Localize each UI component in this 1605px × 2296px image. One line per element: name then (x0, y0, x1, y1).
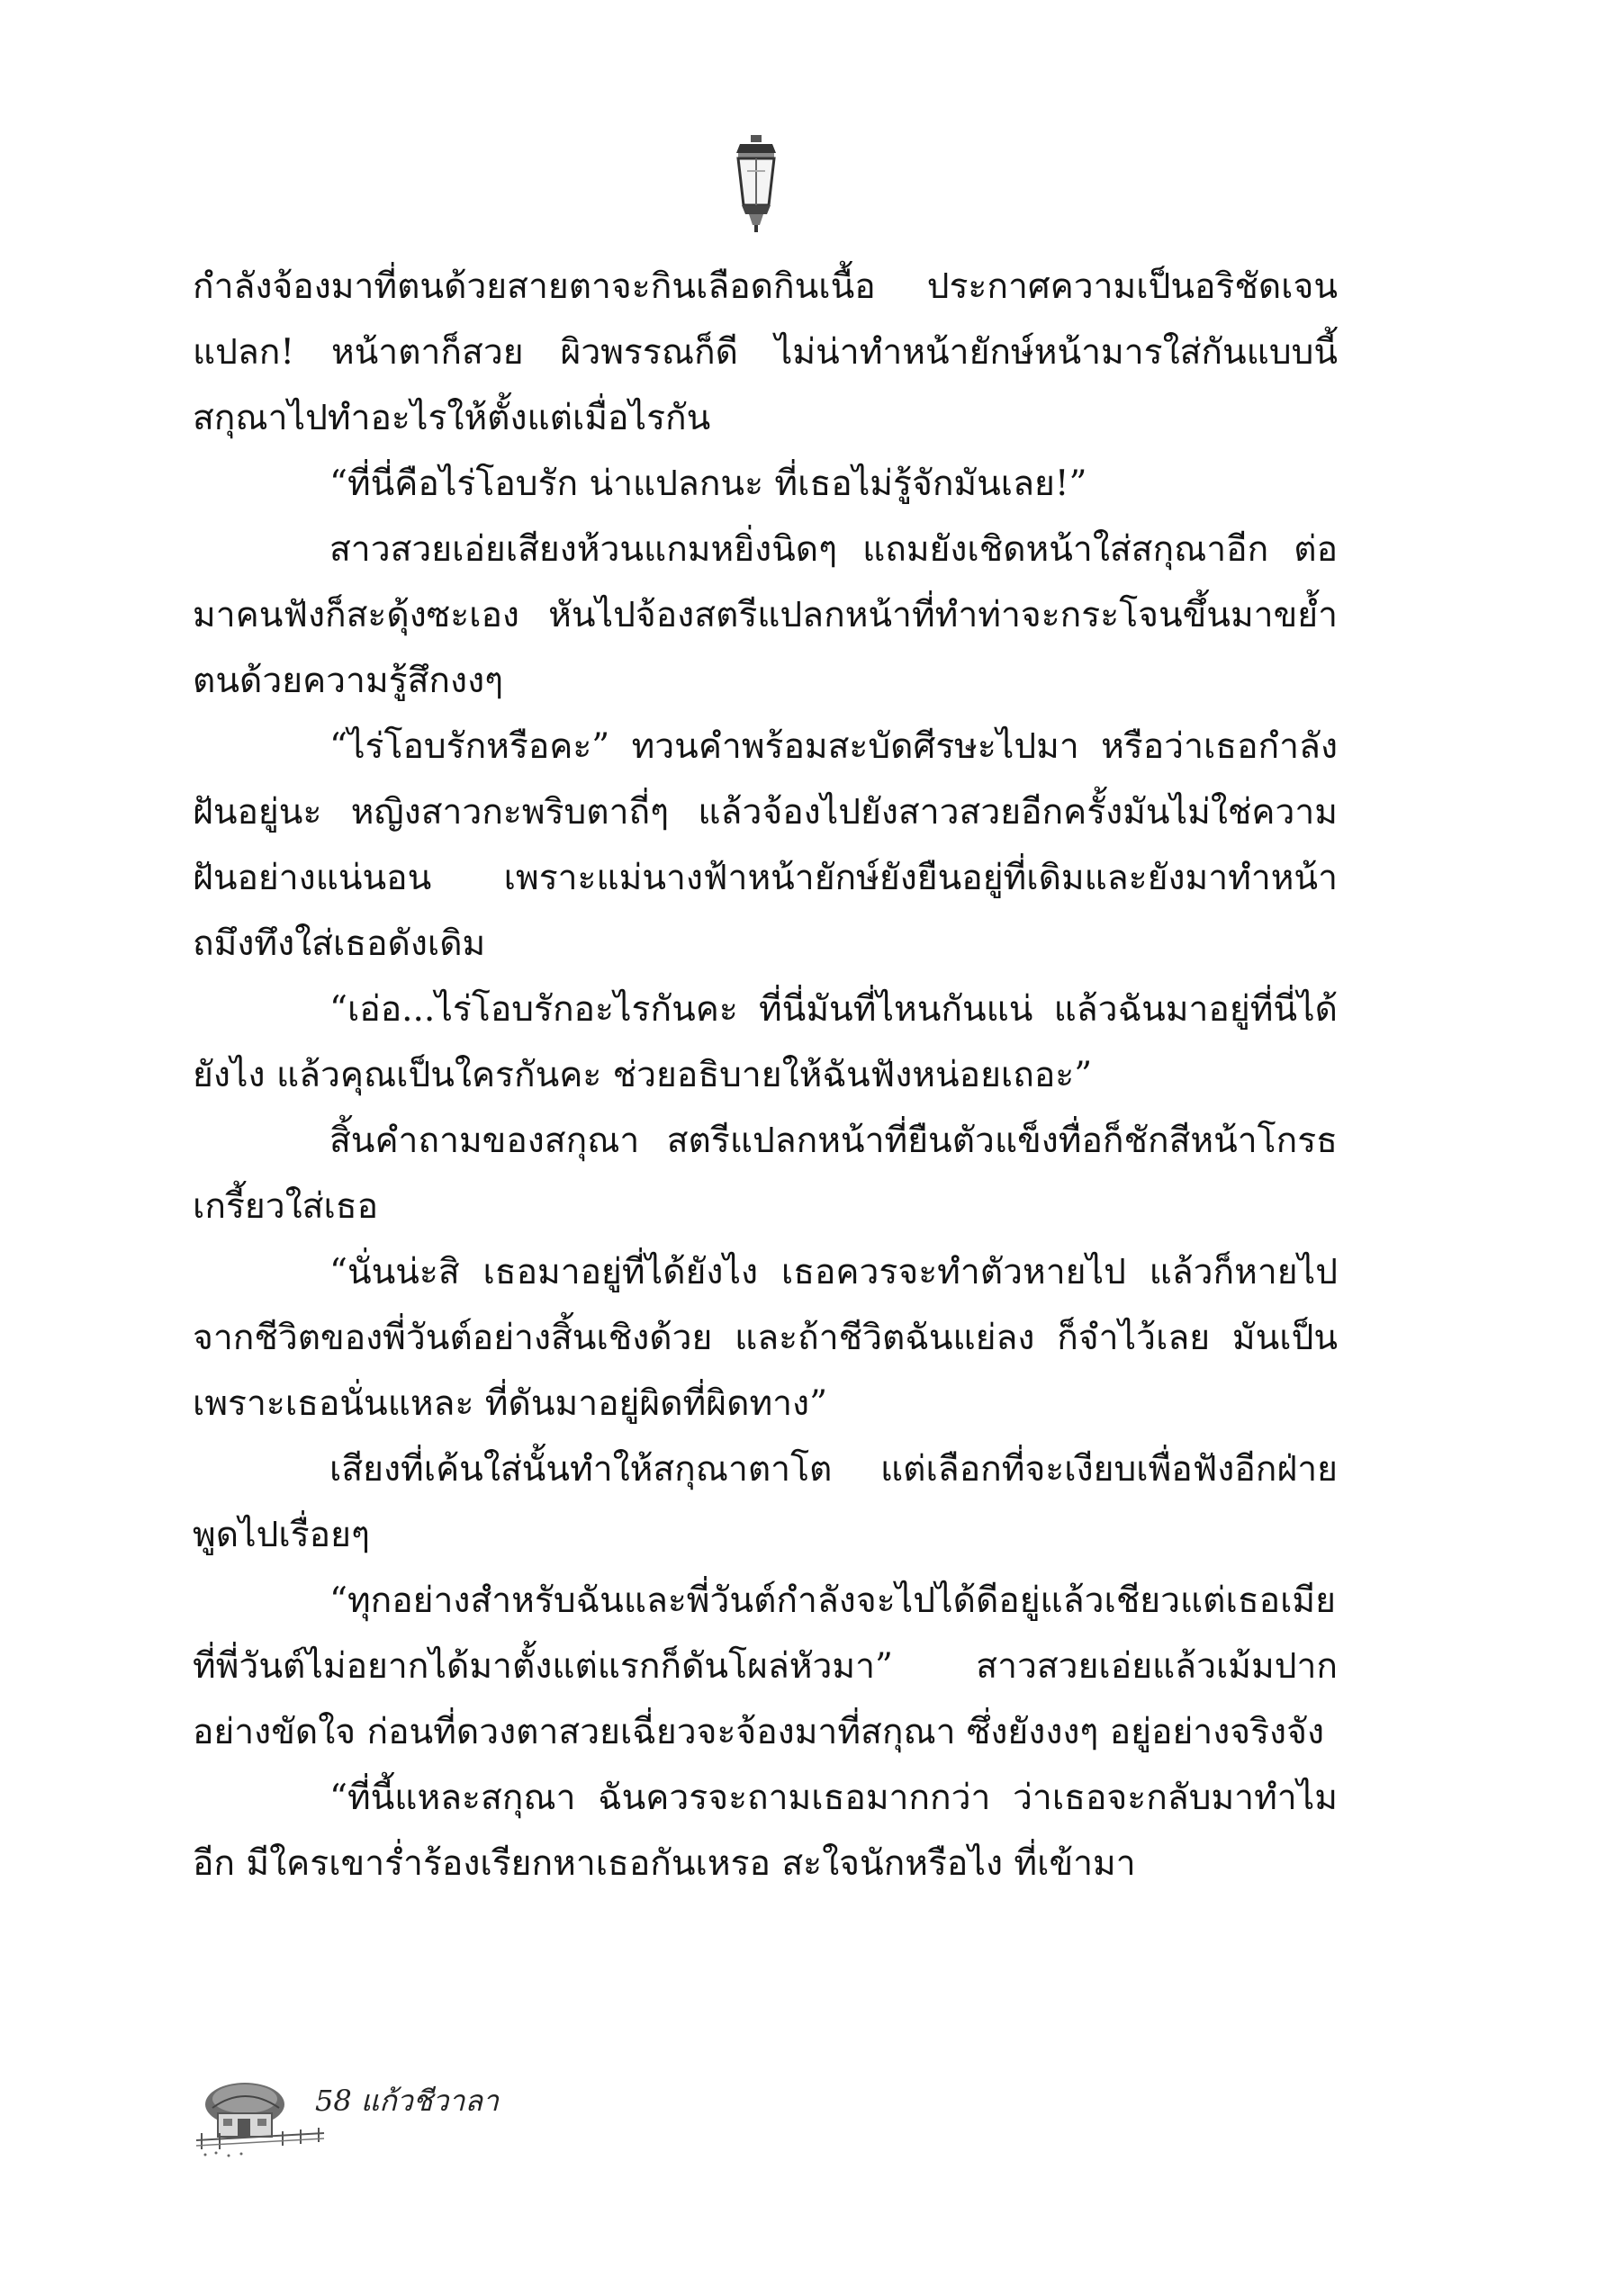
page-number: 58 (315, 2084, 352, 2118)
cottage-icon (193, 2077, 328, 2158)
paragraph: “ที่นี่คือไร่โอบรัก น่าแปลกนะ ที่เธอไม่รู้จักมันเลย!” (329, 464, 1087, 504)
body-text (193, 254, 1338, 1896)
lantern-icon (727, 135, 785, 232)
paragraph: “ทุกอย่างสำหรับฉันและพี่วันต์กำลังจะไปได้ดีอยู่แล้วเชียวแต่เธอเมียที่พี่วันต์ไม่อยากได้มาตั้งแต่แรกก็ดันโผล่หัวมา” สาวสวยเอ่ยแล้วเม้มปากอย่างขัดใจ ก่อนที่ดวงตาสวยเฉี่ยวจะจ้องมาที่สกุณา ซึ่งยังงงๆ อยู่อย่างจริงจัง (193, 1580, 1338, 1752)
paragraph: “ที่นี้แหละสกุณา ฉันควรจะถามเธอมากกว่า ว่าเธอจะกลับมาทำไมอีก มีใครเขาร่ำร้องเรียกหาเธอกันเหรอ สะใจนักหรือไง ที่เข้ามา (193, 1778, 1338, 1884)
footer-text (315, 2083, 508, 2119)
paragraph: เสียงที่เค้นใส่นั้นทำให้สกุณาตาโต แต่เลือกที่จะเงียบเพื่อฟังอีกฝ่ายพูดไปเรื่อยๆ (193, 1449, 1338, 1555)
paragraph: กำลังจ้องมาที่ตนด้วยสายตาจะกินเลือดกินเนื้อ ประกาศความเป็นอริชัดเจน แปลก! หน้าตาก็สวย ผิวพรรณก็ดี ไม่น่าทำหน้ายักษ์หน้ามารใส่กันแบบนี้ สกุณาไปทำอะไรให้ตั้งแต่เมื่อไรกัน (193, 266, 1338, 438)
paragraph: สาวสวยเอ่ยเสียงห้วนแกมหยิ่งนิดๆ แถมยังเชิดหน้าใส่สกุณาอีก ต่อมาคนฟังก็สะดุ้งซะเอง หันไปจ้องสตรีแปลกหน้าที่ทำท่าจะกระโจนขึ้นมาขย้ำตนด้วยความรู้สึกงงๆ (193, 529, 1338, 701)
paragraph: “ไร่โอบรักหรือคะ” ทวนคำพร้อมสะบัดศีรษะไปมา หรือว่าเธอกำลังฝันอยู่นะ หญิงสาวกะพริบตาถี่ๆ แล้วจ้องไปยังสาวสวยอีกครั้งมันไม่ใช่ความฝันอย่างแน่นอน เพราะแม่นางฟ้าหน้ายักษ์ยังยืนอยู่ที่เดิมและยังมาทำหน้าถมึงทึงใส่เธอดังเดิม (193, 726, 1338, 964)
paragraph: สิ้นคำถามของสกุณา สตรีแปลกหน้าที่ยืนตัวแข็งทื่อก็ชักสีหน้าโกรธเกรี้ยวใส่เธอ (193, 1121, 1338, 1227)
book-title: แก้วชีวาลา (360, 2084, 499, 2118)
paragraph: “เอ่อ...ไร่โอบรักอะไรกันคะ ที่นี่มันที่ไหนกันแน่ แล้วฉันมาอยู่ที่นี่ได้ยังไง แล้วคุณเป็นใครกันคะ ช่วยอธิบายให้ฉันฟังหน่อยเถอะ” (193, 989, 1338, 1095)
page-footer (193, 2077, 571, 2158)
paragraph: “นั่นน่ะสิ เธอมาอยู่ที่ได้ยังไง เธอควรจะทำตัวหายไป แล้วก็หายไปจากชีวิตของพี่วันต์อย่างสิ้นเชิงด้วย และถ้าชีวิตฉันแย่ลง ก็จำไว้เลย มันเป็นเพราะเธอนั่นแหละ ที่ดันมาอยู่ผิดที่ผิดทาง” (193, 1252, 1338, 1424)
